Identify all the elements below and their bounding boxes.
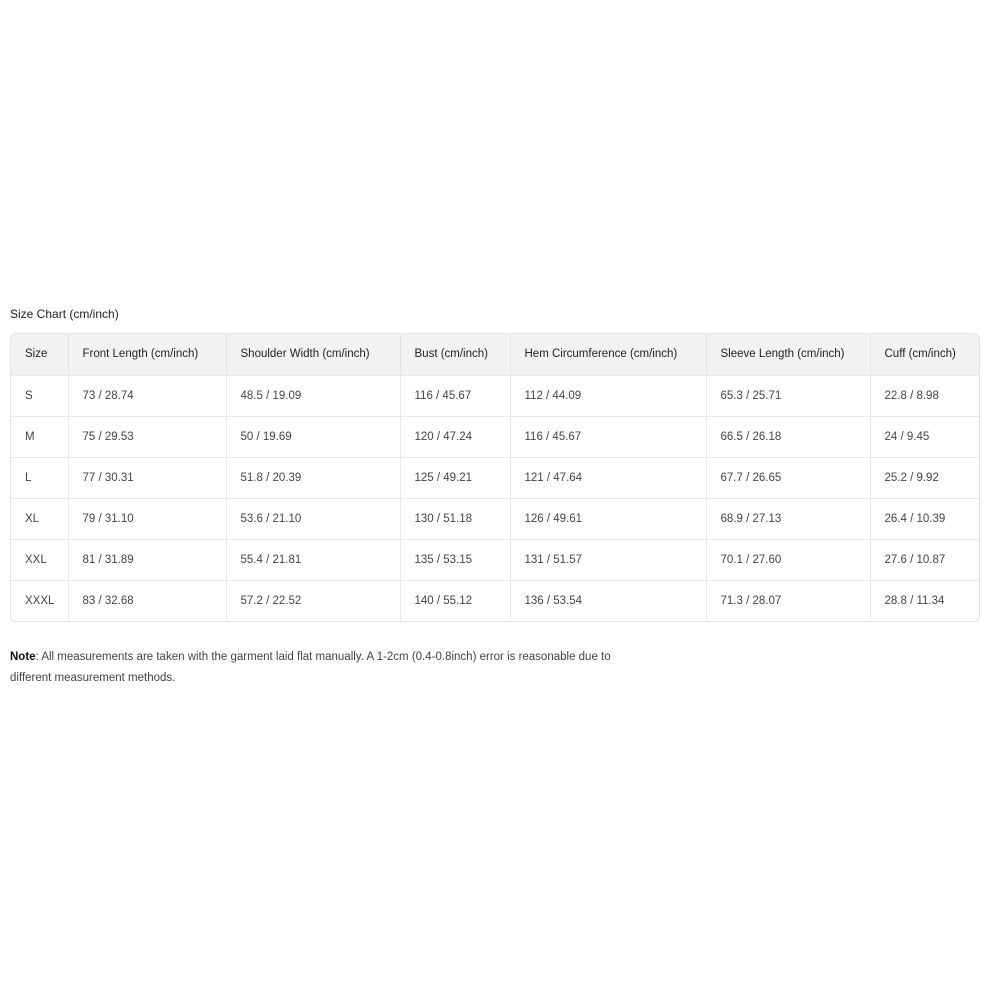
cell-shoulder-width: 51.8 / 20.39 — [226, 457, 400, 498]
cell-shoulder-width: 53.6 / 21.10 — [226, 498, 400, 539]
cell-cuff: 25.2 / 9.92 — [884, 471, 939, 484]
cell-cuff: 27.6 / 10.87 — [884, 553, 946, 566]
cell-bust: 125 / 49.21 — [400, 457, 510, 498]
cell-sleeve-length: 67.7 / 26.65 — [706, 457, 870, 498]
cell-size: XL — [11, 498, 68, 539]
size-table — [11, 334, 979, 621]
cell-size: XXL — [11, 539, 68, 580]
cell-front-length: 77 / 30.31 — [68, 457, 226, 498]
cell-hem-circumference: 131 / 51.57 — [510, 539, 706, 580]
cell-size: M — [11, 416, 68, 457]
table-row — [11, 539, 979, 580]
cell-sleeve-length: 66.5 / 26.18 — [706, 416, 870, 457]
cell-shoulder-width: 55.4 / 21.81 — [226, 539, 400, 580]
cell-hem-circumference: 136 / 53.54 — [510, 580, 706, 621]
cell-shoulder-width: 48.5 / 19.09 — [226, 375, 400, 416]
header-sleeve-length: Sleeve Length (cm/inch) — [706, 334, 870, 375]
cell-shoulder-width: 50 / 19.69 — [226, 416, 400, 457]
cell-bust: 140 / 55.12 — [400, 580, 510, 621]
cell-sleeve-length: 65.3 / 25.71 — [706, 375, 870, 416]
table-header-row — [11, 334, 979, 375]
cell-front-length: 79 / 31.10 — [68, 498, 226, 539]
cell-cuff: 24 / 9.45 — [884, 430, 930, 443]
table-row — [11, 457, 979, 498]
cell-front-length: 81 / 31.89 — [68, 539, 226, 580]
measurement-note — [10, 647, 650, 689]
table-row — [11, 416, 979, 457]
cell-sleeve-length: 70.1 / 27.60 — [706, 539, 870, 580]
table-row — [11, 375, 979, 416]
table-row — [11, 580, 979, 621]
header-shoulder-width: Shoulder Width (cm/inch) — [226, 334, 400, 375]
size-table-container — [10, 333, 980, 622]
cell-front-length: 73 / 28.74 — [68, 375, 226, 416]
cell-bust: 120 / 47.24 — [400, 416, 510, 457]
cell-sleeve-length: 68.9 / 27.13 — [706, 498, 870, 539]
cell-hem-circumference: 116 / 45.67 — [510, 416, 706, 457]
cell-size: L — [11, 457, 68, 498]
cell-front-length: 83 / 32.68 — [68, 580, 226, 621]
header-bust: Bust (cm/inch) — [400, 334, 510, 375]
note-label: Note — [10, 651, 36, 663]
cell-hem-circumference: 112 / 44.09 — [510, 375, 706, 416]
cell-size: S — [11, 375, 68, 416]
header-front-length: Front Length (cm/inch) — [68, 334, 226, 375]
cell-cuff: 26.4 / 10.39 — [884, 512, 946, 525]
cell-bust: 130 / 51.18 — [400, 498, 510, 539]
cell-hem-circumference: 126 / 49.61 — [510, 498, 706, 539]
header-cuff: Cuff (cm/inch) — [884, 348, 956, 361]
note-text: : All measurements are taken with the garment laid flat manually. A 1-2cm (0.4-0.8inch) error is reasonable due to different measurement methods. — [10, 651, 611, 684]
cell-cuff: 22.8 / 8.98 — [884, 389, 939, 402]
table-row — [11, 498, 979, 539]
cell-front-length: 75 / 29.53 — [68, 416, 226, 457]
cell-hem-circumference: 121 / 47.64 — [510, 457, 706, 498]
header-size: Size — [11, 334, 68, 375]
size-chart-title: Size Chart (cm/inch) — [10, 307, 119, 321]
cell-cuff: 28.8 / 11.34 — [884, 594, 945, 607]
cell-bust: 116 / 45.67 — [400, 375, 510, 416]
cell-shoulder-width: 57.2 / 22.52 — [226, 580, 400, 621]
cell-size: XXXL — [11, 580, 68, 621]
cell-sleeve-length: 71.3 / 28.07 — [706, 580, 870, 621]
header-hem-circumference: Hem Circumference (cm/inch) — [510, 334, 706, 375]
cell-bust: 135 / 53.15 — [400, 539, 510, 580]
